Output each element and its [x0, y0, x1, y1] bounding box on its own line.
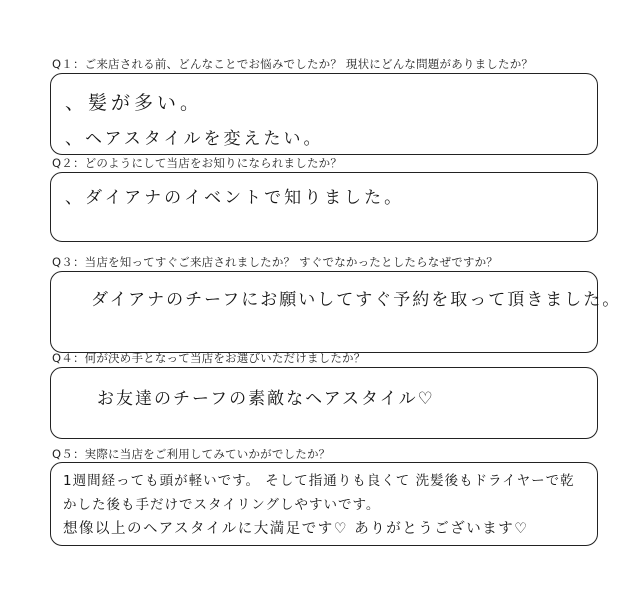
answer-1-box: [50, 73, 598, 155]
question-2-label: Q２：どのようにして当店をお知りになられましたか？: [52, 156, 343, 170]
answer-1-line-1: 、髪が多い。: [65, 92, 204, 114]
answer-2-box: [50, 172, 598, 242]
answer-5-line-1: 1週間経っても頭が軽いです。 そして指通りも良くて 洗髪後もドライヤーで乾かした後も手だけでスタイリングしやすいです。: [63, 473, 575, 513]
question-5-label: Q５：実際に当店をご利用してみていかがでしたか？: [52, 447, 331, 461]
question-4-label: Q４：何が決め手となって当店をお選びいただけましたか？: [52, 351, 366, 365]
answer-3-box: [50, 271, 622, 353]
question-1-label: Q１：ご来店される前、どんなことでお悩みでしたか？ 現状にどんな問題がありましたか？: [52, 57, 534, 71]
answer-3-line-1: ダイアナのチーフにお願いしてすぐ予約を取って頂きました。: [91, 290, 622, 310]
answer-4-box: [50, 367, 598, 439]
answer-5-box: [50, 462, 598, 546]
answer-2-line-1: 、ダイアナのイベントで知りました。: [65, 188, 405, 208]
answer-1-line-2: 、ヘアスタイルを変えたい。: [65, 129, 324, 149]
question-3-label: Q３：当店を知ってすぐご来店されましたか？ すぐでなかったとしたらなぜですか？: [52, 255, 499, 269]
answer-5-line-2: 想像以上のヘアスタイルに大満足です♡ ありがとうございます♡: [63, 521, 529, 537]
answer-4-line-1: お友達のチーフの素敵なヘアスタイル♡: [97, 389, 435, 409]
